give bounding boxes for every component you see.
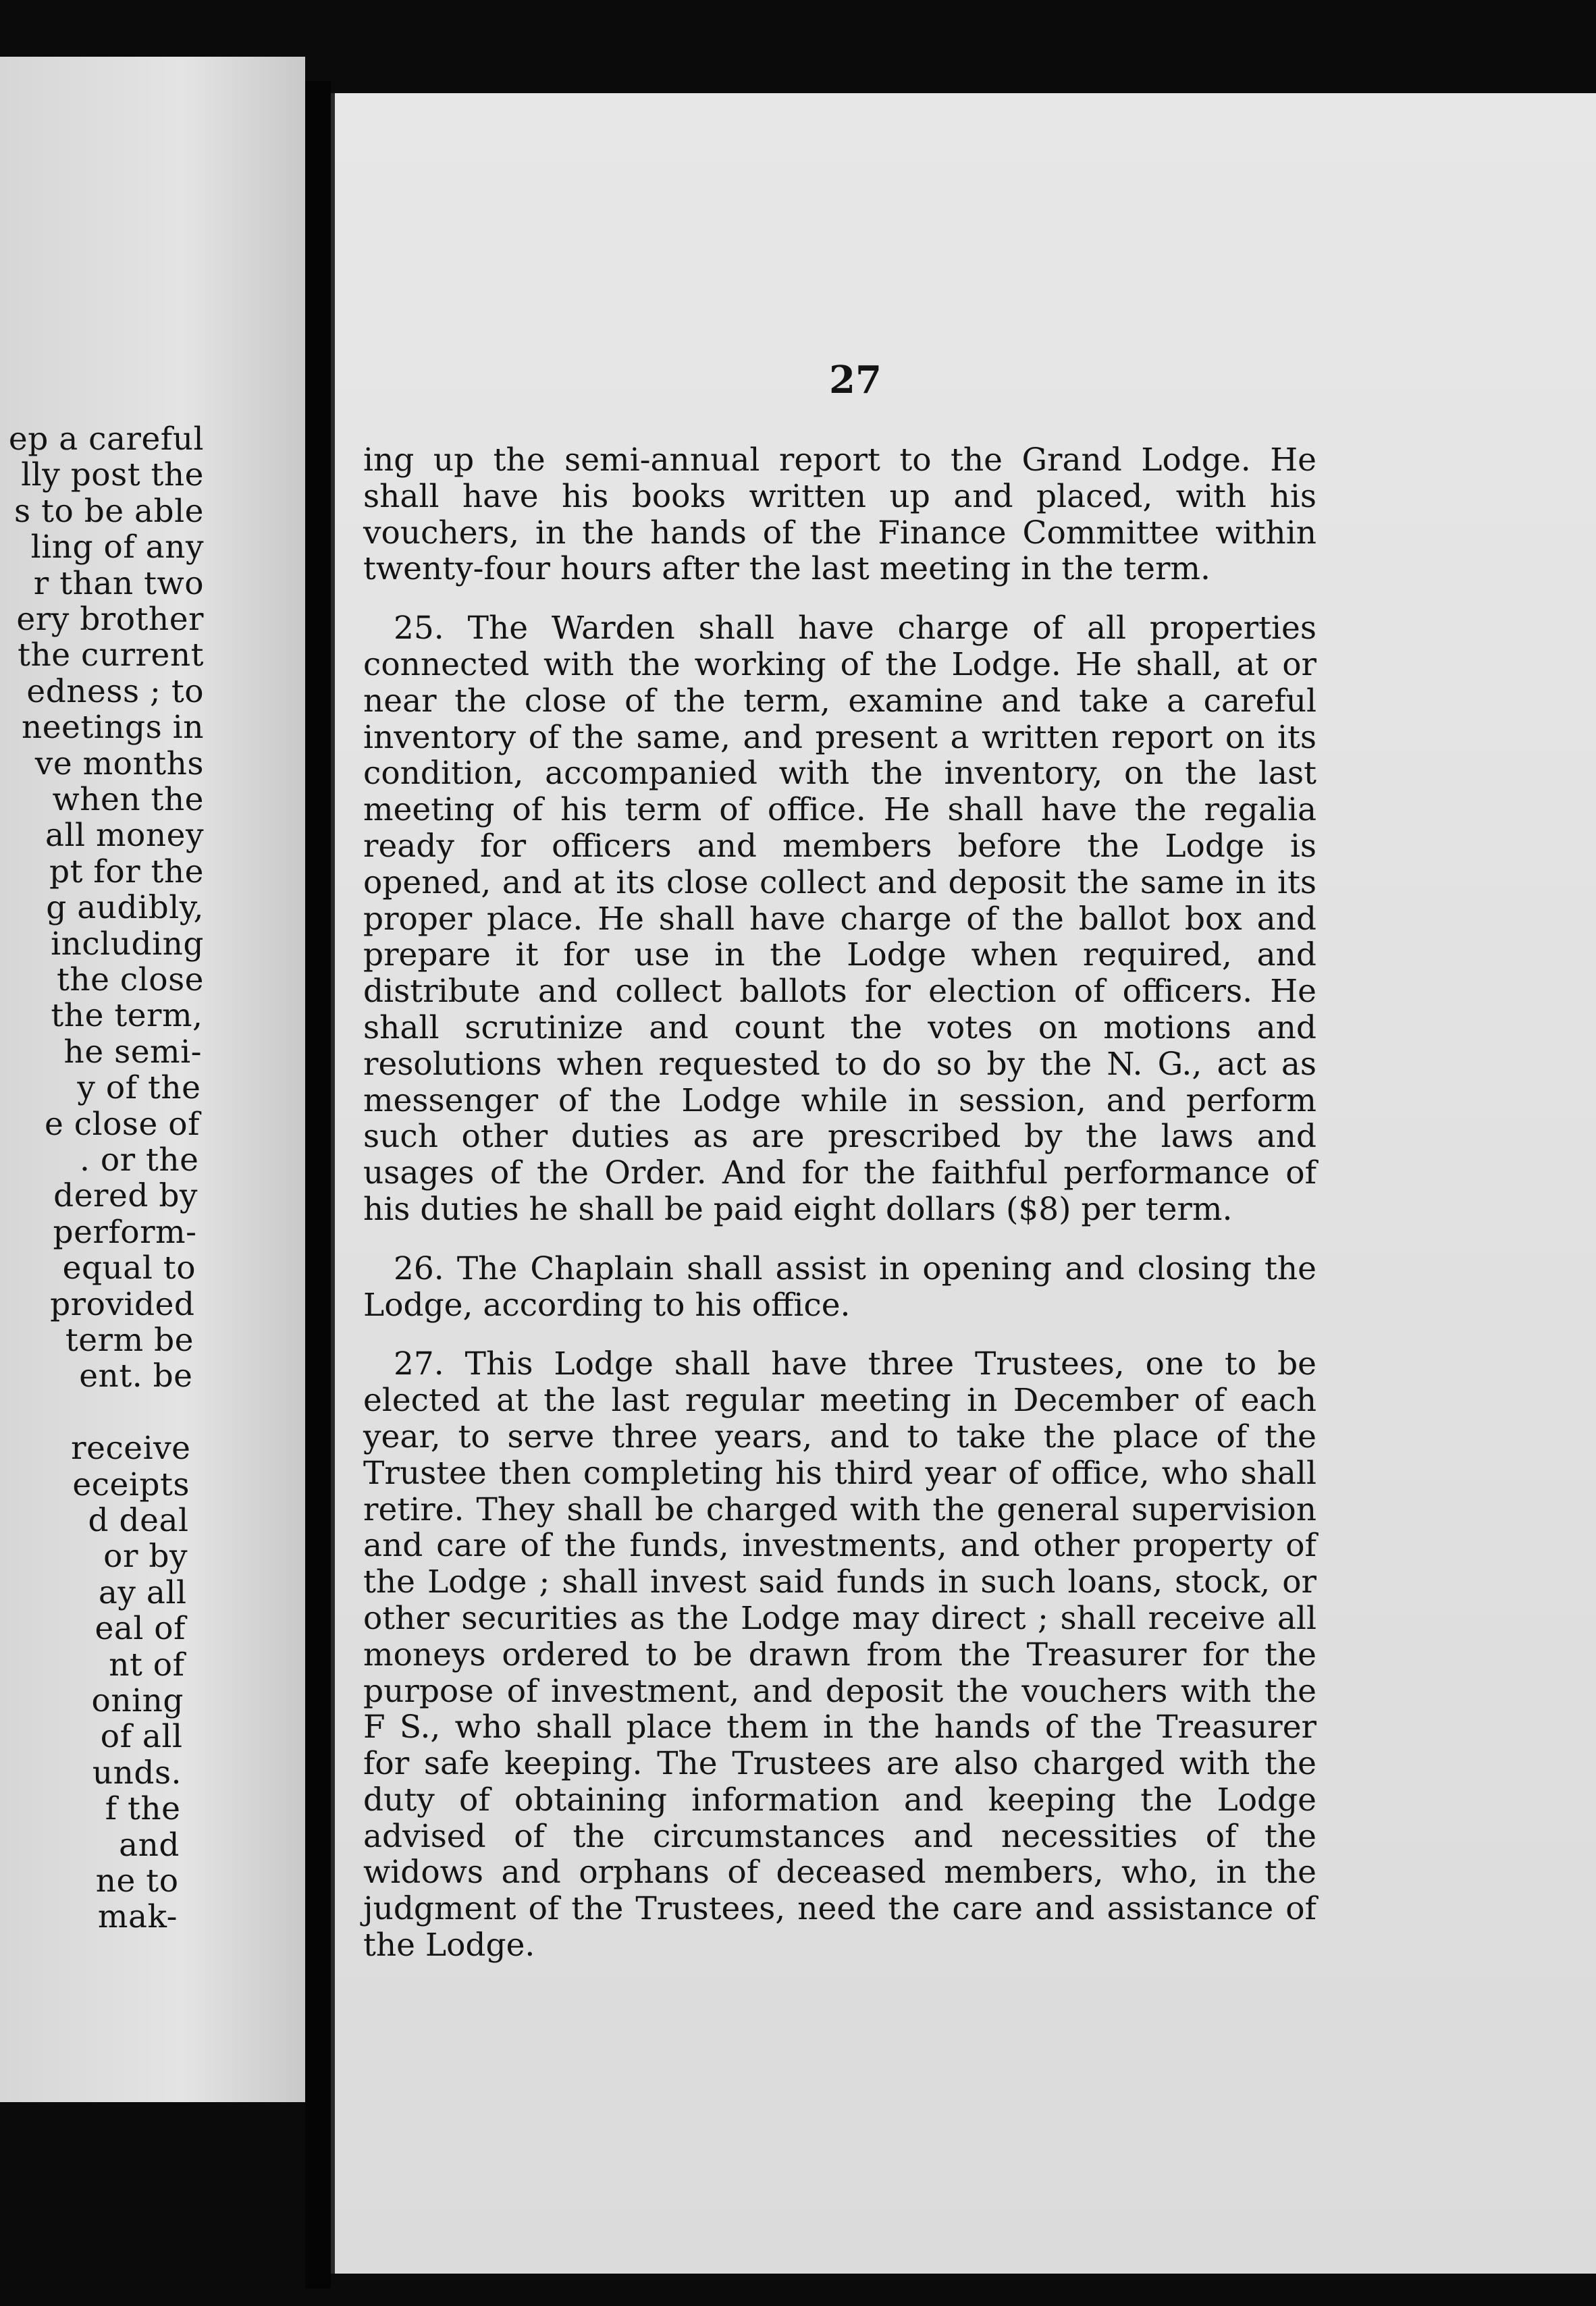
left-page-line: of all xyxy=(100,1718,183,1756)
left-page-line: ery brother xyxy=(16,601,204,638)
left-page-line: equal to xyxy=(62,1250,196,1287)
left-page-line: when the xyxy=(52,781,204,818)
left-page-line: perform- xyxy=(53,1213,197,1251)
paragraph-27-trustees: 27. This Lodge shall have three Trustees, one to be elected at the last regular meeting in December of each year, to serve three years, and to take the place of the Trustee then completing his third year of office, who shall retire. They shall be charged with the general supervision and care of the funds, investments, and other property of the Lodge ; shall invest said funds in such loans, stock, or other securities as the Lodge may direct ; shall receive all moneys ordered to be drawn from the Treasurer for the purpose of investment, and deposit the vouchers with the F S., who shall place them in the hands of the Treasurer for safe keeping. The Trustees are also charged with the duty of obtaining information and keeping the Lodge advised of the circumstances and necessities of the widows and orphans of deceased members, who, in the judgment of the Trustees, need the care and assistance of the Lodge. xyxy=(363,1345,1316,1964)
left-page-line: and xyxy=(119,1826,180,1864)
left-page-line: including xyxy=(51,925,204,963)
left-page-line: lly post the xyxy=(21,456,204,494)
left-page-line: d deal xyxy=(88,1502,189,1539)
left-page-line: all money xyxy=(45,817,204,855)
paragraph-26-chaplain: 26. The Chaplain shall assist in opening and closing the Lodge, according to his office. xyxy=(363,1250,1316,1324)
left-page-line: f the xyxy=(105,1790,181,1828)
paragraph-25-warden: 25. The Warden shall have charge of all properties connected with the working of the Lodge. He shall, at or near the close of the term, examine and take a careful inventory of the same, and present a written report on its condition, accompanied with the inventory, on the last meeting of his term of office. He shall have the regalia ready for officers and members before the Lodge is opened, and at its close collect and deposit the same in its proper place. He shall have charge of the ballot box and prepare it for use in the Lodge when required, and distribute and collect ballots for election of officers. He shall scrutinize and count the votes on motions and resolutions when requested to do so by the N. G., act as messenger of the Lodge while in session, and perform such other duties as are prescribed by the laws and usages of the Order. And for the faithful performance of his duties he shall be paid eight dollars ($8) per term. xyxy=(363,610,1316,1228)
left-page-line: ep a careful xyxy=(8,421,204,458)
left-page-line: e close of xyxy=(45,1105,200,1143)
left-page-line: oning xyxy=(91,1682,184,1719)
left-page-line: y of the xyxy=(77,1069,201,1107)
left-page-line: ling of any xyxy=(30,529,204,566)
left-page-line: nt of xyxy=(109,1646,185,1684)
left-page-line: pt for the xyxy=(49,853,204,890)
left-page-line: dered by xyxy=(53,1177,198,1215)
left-page-line: the term, xyxy=(51,997,203,1035)
page-number: 27 xyxy=(829,358,882,402)
left-page-line: receive xyxy=(71,1430,191,1468)
left-page-line: or by xyxy=(103,1538,188,1576)
left-page-line: term be xyxy=(65,1322,194,1359)
left-page-line: ay all xyxy=(98,1574,187,1611)
left-page-line: provided xyxy=(50,1285,195,1323)
left-page-line: the current xyxy=(18,637,204,674)
previous-page-fragment xyxy=(0,57,305,2102)
page-body xyxy=(363,442,1316,1964)
left-page-line: ve months xyxy=(34,745,204,782)
left-page-line: r than two xyxy=(33,564,204,602)
left-page-line: he semi- xyxy=(63,1033,202,1071)
left-page-line: eal of xyxy=(95,1610,186,1648)
left-page-line: mak- xyxy=(97,1898,178,1936)
left-page-line: ent. be xyxy=(79,1358,193,1395)
left-page-line: g audibly, xyxy=(46,889,204,927)
left-page-line: . or the xyxy=(79,1142,199,1179)
left-page-line: eceipts xyxy=(72,1466,190,1503)
left-page-line: s to be able xyxy=(14,492,204,530)
left-page-line: ne to xyxy=(95,1862,179,1900)
left-page-line: edness ; to xyxy=(26,672,204,710)
left-page-line: unds. xyxy=(92,1754,182,1792)
paragraph-continuation: ing up the semi-annual report to the Grand Lodge. He shall have his books written up and placed, with his vouchers, in the hands of the Finance Committee within twenty-four hours after the last meeting in the term. xyxy=(363,441,1316,588)
left-page-line: neetings in xyxy=(21,709,204,747)
left-page-line: the close xyxy=(57,961,204,998)
book-gutter xyxy=(305,81,331,2288)
